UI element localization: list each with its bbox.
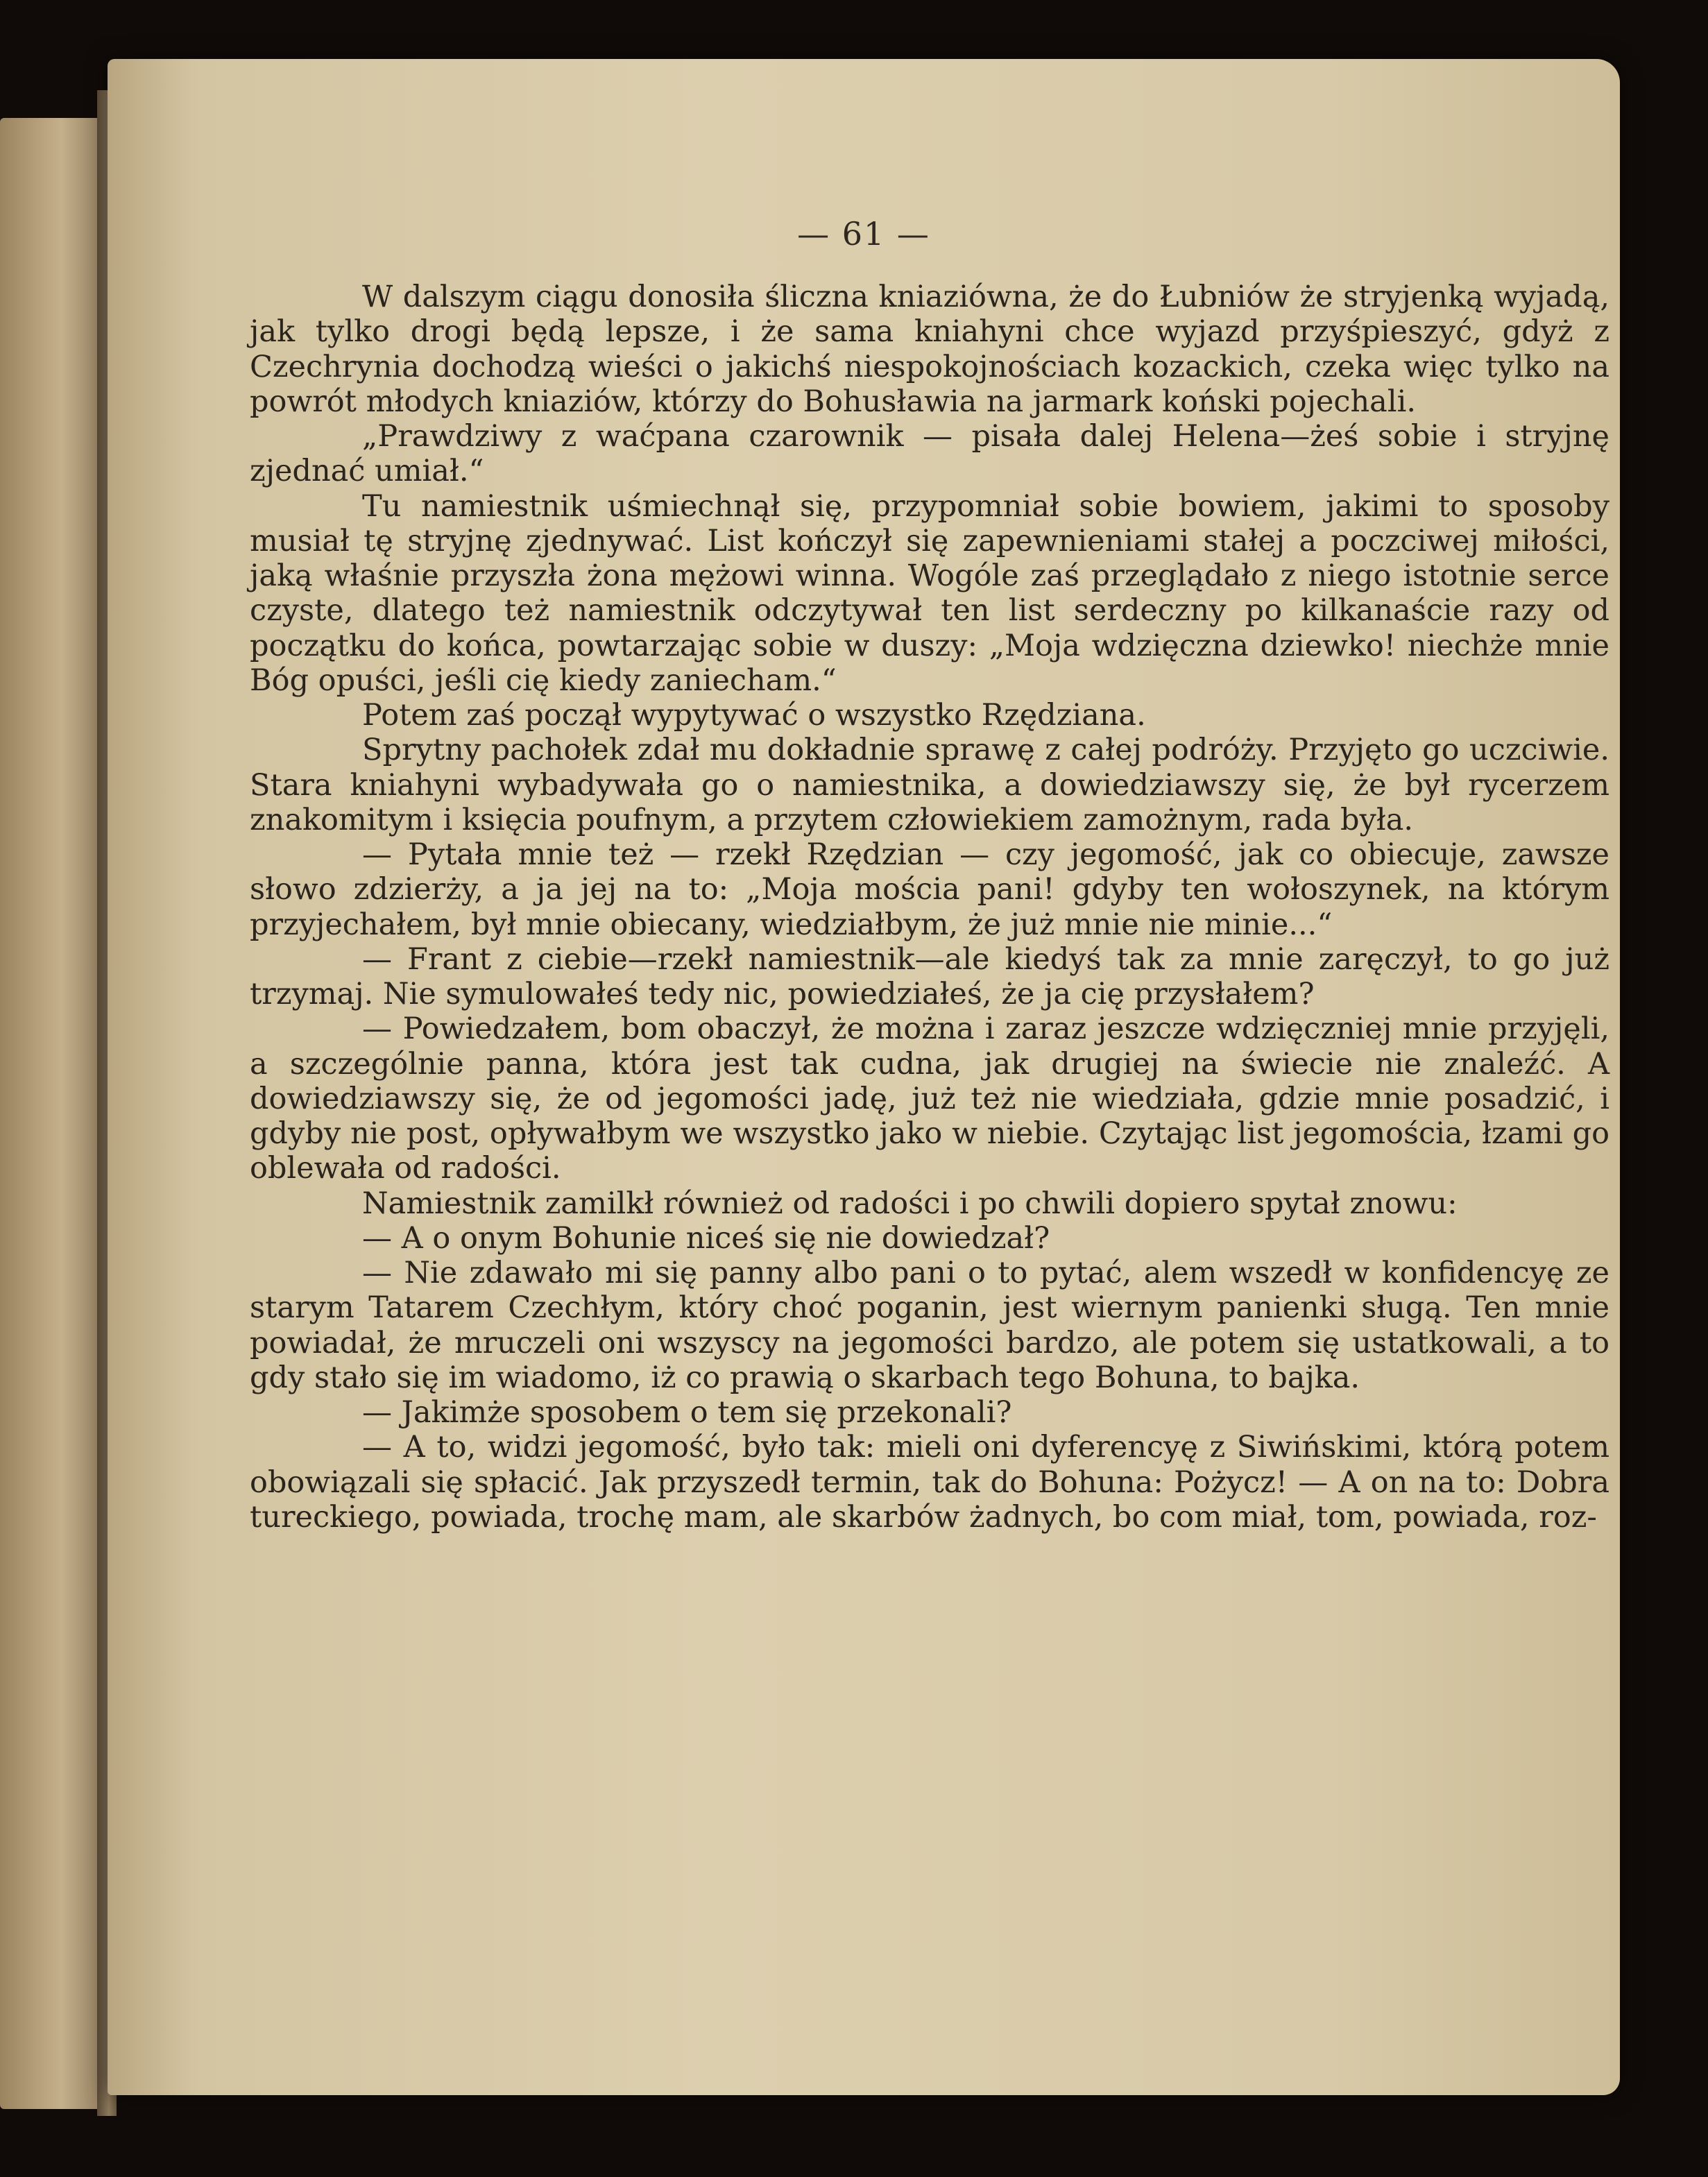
- paragraph: W dalszym ciągu donosiła śliczna kniaziówna, że do Łubniów że stryjenką wyjadą, jak tylko drogi będą lepsze, i że sama kniahyni chce wyjazd przyśpieszyć, gdyż z Czechrynia dochodzą wieści o jakichś niespokojnościach kozackich, czeka więc tylko na powrót młodych kniaziów, którzy do Bohusławia na jarmark koński pojechali.: [250, 280, 1609, 419]
- dialogue-line: — Pytała mnie też — rzekł Rzędzian — czy jegomość, jak co obiecuje, zawsze słowo zdzierży, a ja jej na to: „Moja mościa pani! gdyby ten wołoszynek, na którym przyjechałem, był mnie obiecany, wiedziałbym, że już mnie nie minie...“: [250, 837, 1609, 942]
- dialogue-line: — A to, widzi jegomość, było tak: mieli oni dyferencyę z Siwińskimi, którą potem obowiązali się spłacić. Jak przyszedł termin, tak do Bohuna: Pożycz! — A on na to: Dobra tureckiego, powiada, trochę mam, ale skarbów żadnych, bo com miał, tom, powiada, roz-: [250, 1430, 1609, 1535]
- page-text: [250, 280, 1609, 1535]
- dialogue-line: — A o onym Bohunie niceś się nie dowiedzał?: [362, 1220, 1050, 1256]
- paragraph: „Prawdziwy z waćpana czarownik — pisała dalej Helena—żeś sobie i stryjnę zjednać umiał.“: [250, 419, 1609, 489]
- dialogue-line: — Nie zdawało mi się panny albo pani o to pytać, alem wszedł w konfidencyę ze starym Tatarem Czechłym, który choć poganin, jest wiernym panienki sługą. Ten mnie powiadał, że mruczeli oni wszyscy na jegomości bardzo, ale potem się ustatkowali, a to gdy stało się im wiadomo, iż co prawią o skarbach tego Bohuna, to bajka.: [250, 1256, 1609, 1395]
- dialogue-line: — Frant z ciebie—rzekł namiestnik—ale kiedyś tak za mnie zaręczył, to go już trzymaj. Nie symulowałeś tedy nic, powiedziałeś, że ja cię przysłałem?: [250, 941, 1609, 1011]
- paragraph: Tu namiestnik uśmiechnął się, przypomniał sobie bowiem, jakimi to sposoby musiał tę stryjnę zjednywać. List kończył się zapewnieniami stałej a poczciwej miłości, jaką właśnie przyszła żona mężowi winna. Wogóle zaś przeglądało z niego istotnie serce czyste, dlatego też namiestnik odczytywał ten list serdeczny po kilkanaście razy od początku do końca, powtarzając sobie w duszy: „Moja wdzięczna dziewko! niechże mnie Bóg opuści, jeśli cię kiedy zaniecham.“: [250, 488, 1609, 698]
- paragraph: Namiestnik zamilkł również od radości i po chwili dopiero spytał znowu:: [362, 1186, 1458, 1221]
- dialogue-line: — Powiedzałem, bom obaczył, że można i zaraz jeszcze wdzięczniej mnie przyjęli, a szczególnie panna, która jest tak cudna, jak drugiej na świecie nie znaleźć. A dowiedziawszy się, że od jegomości jadę, już też nie wiedziała, gdzie mnie posadzić, i gdyby nie post, opływałbym we wszystko jako w niebie. Czytając list jegomościa, łzami go oblewała od radości.: [250, 1011, 1609, 1186]
- dialogue-line: — Jakimże sposobem o tem się przekonali?: [362, 1395, 1012, 1430]
- book-page: [108, 59, 1620, 2095]
- page-number: — 61 —: [797, 215, 930, 253]
- paragraph: Sprytny pachołek zdał mu dokładnie sprawę z całej podróży. Przyjęto go uczciwie. Stara kniahyni wybadywała go o namiestnika, a dowiedziawszy się, że był rycerzem znakomitym i księcia poufnym, a przytem człowiekiem zamożnym, rada była.: [250, 733, 1609, 837]
- facing-page-edge: [0, 118, 111, 2109]
- paragraph: Potem zaś począł wypytywać o wszystko Rzędziana.: [362, 698, 1146, 733]
